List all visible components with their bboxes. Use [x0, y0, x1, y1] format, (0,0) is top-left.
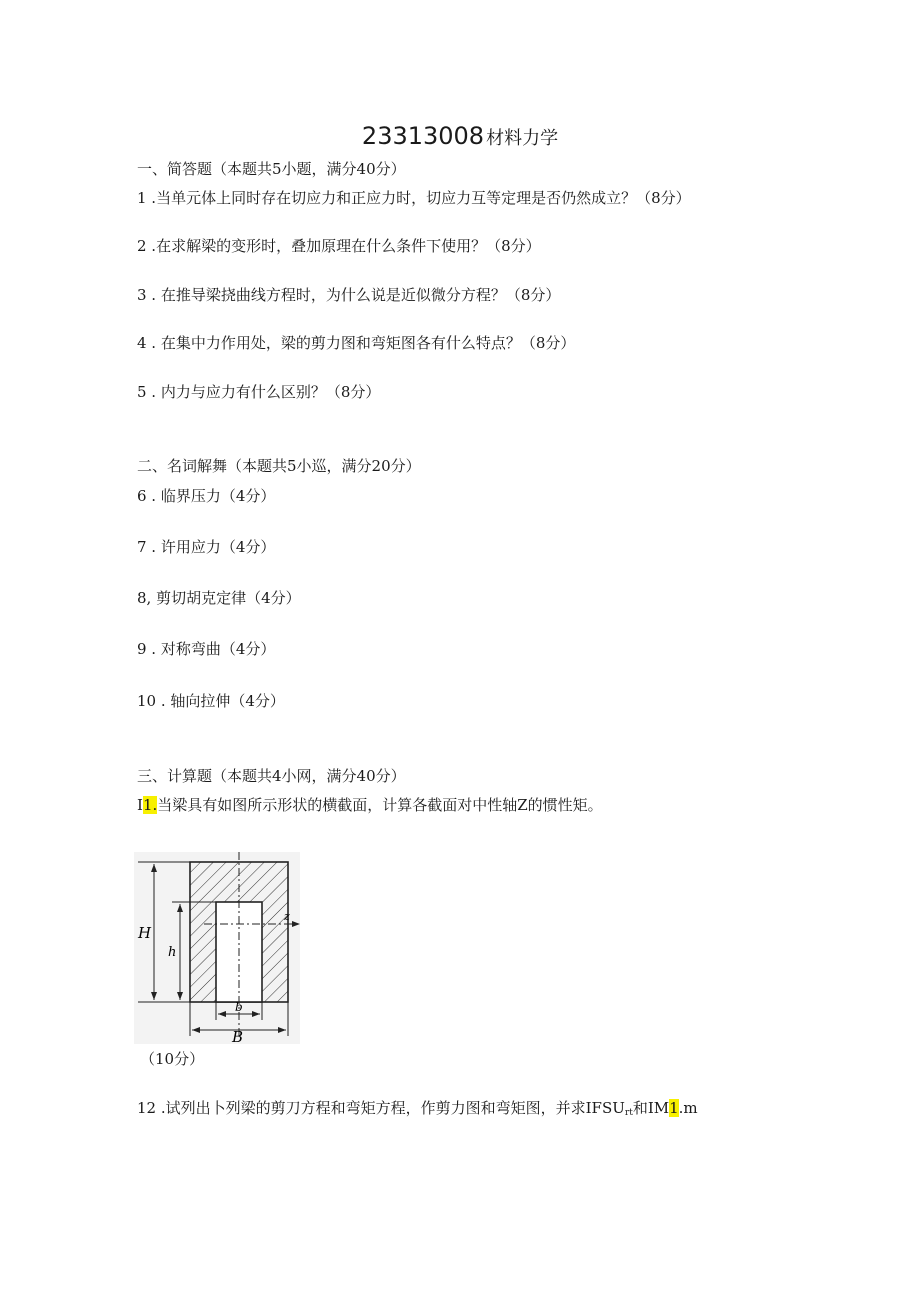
z-axis-label: z	[284, 910, 290, 923]
question-12-text: 12 .试列出卜列梁的剪刀方程和弯矩方程，作剪力图和弯矩图，并求IFSU	[137, 1099, 625, 1117]
question-9: 9 . 对称弯曲（4分）	[137, 640, 276, 658]
question-11	[137, 794, 603, 815]
question-11-number: 1.	[142, 796, 158, 814]
section2-heading: 二、名词解舞（本题共5小巡，满分20分）	[137, 457, 421, 475]
question-12-mid: 和IM	[632, 1099, 670, 1117]
question-6: 6 . 临界压力（4分）	[137, 487, 276, 505]
question-12	[137, 1097, 698, 1118]
question-5: 5 . 内力与应力有什么区别？（8分）	[137, 383, 381, 401]
question-8: 8, 剪切胡克定律（4分）	[137, 589, 301, 607]
b-label: b	[235, 1000, 243, 1014]
course-code: 23313008	[361, 122, 485, 150]
h-label: h	[168, 945, 177, 960]
question-12-highlight: 1	[669, 1099, 679, 1117]
question-4: 4 . 在集中力作用处，梁的剪力图和弯矩图各有什么特点？（8分）	[137, 334, 576, 352]
H-label: H	[138, 924, 152, 942]
document-title	[0, 122, 920, 150]
cross-section-figure	[134, 852, 300, 1044]
question-10: 10 . 轴向拉伸（4分）	[137, 692, 285, 710]
question-7: 7 . 许用应力（4分）	[137, 538, 276, 556]
B-label: B	[232, 1028, 244, 1044]
section1-heading: 一、简答题（本题共5小题，满分40分）	[137, 160, 406, 178]
question-12-tail: .m	[678, 1099, 698, 1117]
section3-heading: 三、计算题（本题共4小网，满分40分）	[137, 767, 406, 785]
question-2: 2 .在求解梁的变形时，叠加原理在什么条件下使用？（8分）	[137, 237, 541, 255]
question-1: 1 .当单元体上同时存在切应力和正应力时，切应力互等定理是否仍然成立？（8分）	[137, 189, 691, 207]
question-11-score: （10分）	[140, 1050, 205, 1068]
question-11-prefix: I	[137, 796, 143, 814]
question-3: 3 . 在推导梁挠曲线方程时，为什么说是近似微分方程？（8分）	[137, 286, 561, 304]
question-11-text: 当梁具有如图所示形状的横截面，计算各截面对中性轴Z的惯性矩。	[157, 796, 603, 814]
course-name: 材料力学	[486, 128, 559, 149]
cross-section-diagram	[134, 852, 300, 1044]
question-12-subscript: rt	[624, 1108, 633, 1118]
